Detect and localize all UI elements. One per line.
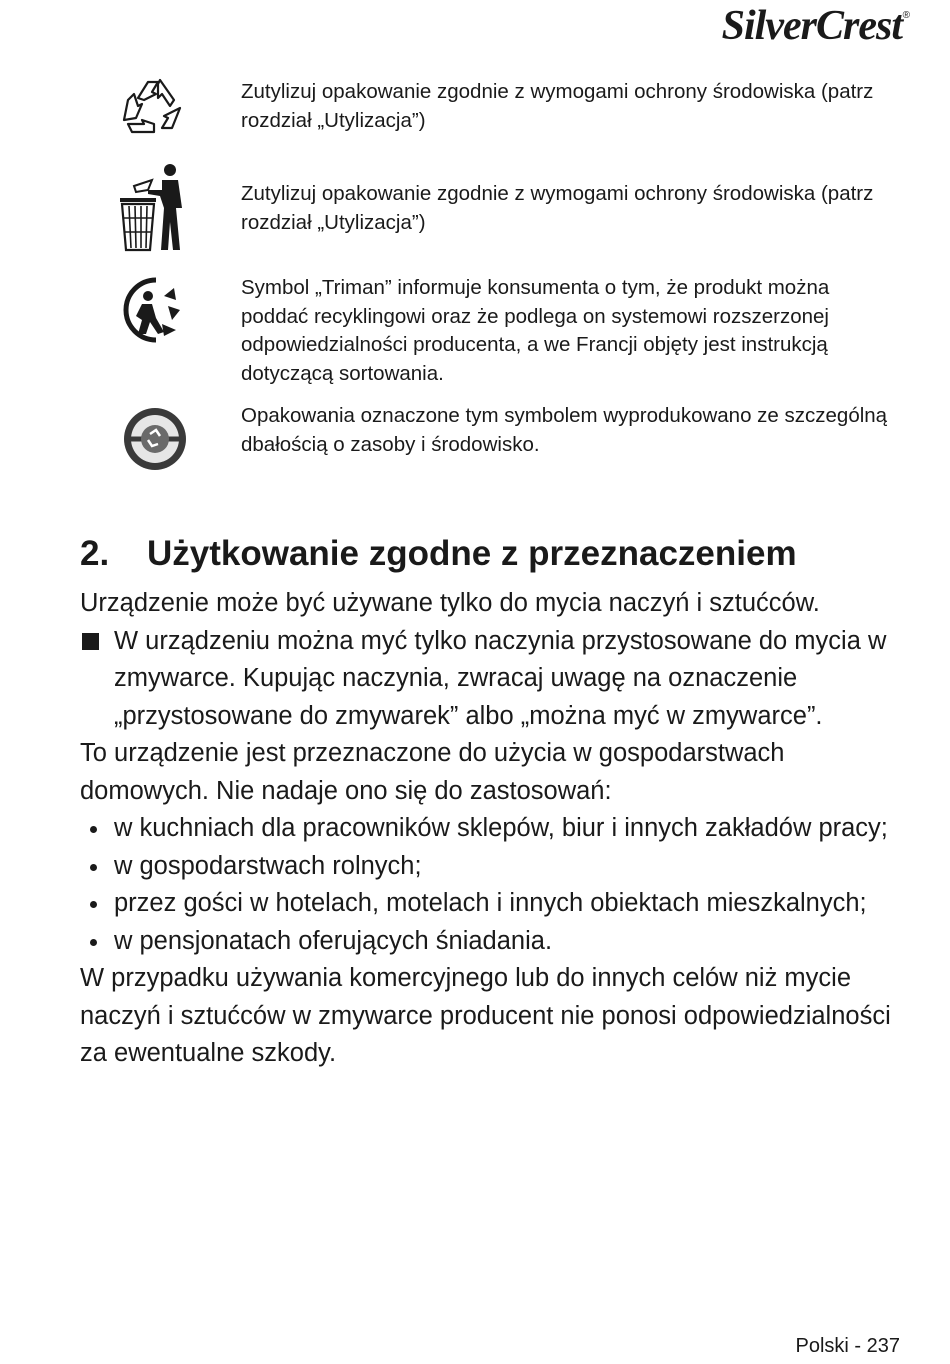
square-list-item (80, 623, 895, 736)
list-item (80, 810, 895, 848)
list-item-text: w pensjonatach oferujących śniadania. (114, 926, 553, 955)
bullet-icon (90, 939, 97, 946)
section-body (80, 585, 895, 1073)
list-item (80, 885, 895, 923)
section-title: Użytkowanie zgodne z przeznaczeniem (147, 534, 797, 573)
symbol-text: Symbol „Triman” informuje konsumenta o tym, że produkt można poddać recyklingowi oraz że podlega on systemowi rozszerzonej odpowiedzialności producenta, a we Francji objęty jest instrukcją dotyczącą sortowania. (241, 276, 830, 385)
list-item-text: przez gości w hotelach, motelach i innych obiektach mieszkalnych; (114, 889, 867, 917)
symbol-text: Opakowania oznaczone tym symbolem wyprodukowano ze szczególną dbałością o zasoby i środowisko. (241, 404, 888, 456)
square-bullet-icon (82, 633, 99, 650)
intro-paragraph: Urządzenie może być używane tylko do mycia naczyń i sztućców. (80, 589, 820, 617)
bullet-icon (90, 826, 97, 833)
list-item (80, 848, 895, 886)
bullet-icon (90, 864, 97, 871)
section-heading (80, 532, 900, 576)
square-item-text: W urządzeniu można myć tylko naczynia przystosowane do mycia w zmywarce. Kupując naczynia, zwracaj uwagę na oznaczenie „przystosowane do zmywarek” albo „można myć w zmywarce”. (114, 626, 887, 730)
bullet-icon (90, 901, 97, 908)
list-item-text: w kuchniach dla pracowników sklepów, biur i innych zakładów pracy; (114, 814, 888, 842)
tidyman-bin-icon (118, 160, 190, 240)
list-item-text: w gospodarstwach rolnych; (114, 851, 422, 880)
list-item (80, 923, 895, 961)
eco-packaging-icon (122, 406, 194, 486)
page-number: Polski - 237 (795, 1335, 900, 1357)
symbol-text: Zutylizuj opakowanie zgodnie z wymogami ochrony środowiska (patrz rozdział „Utylizacja”) (241, 182, 874, 234)
section-number: 2. (80, 534, 110, 573)
recycle-icon (118, 72, 190, 152)
symbol-text: Zutylizuj opakowanie zgodnie z wymogami ochrony środowiska (patrz rozdział „Utylizacja”) (241, 80, 874, 132)
usage-paragraph: To urządzenie jest przeznaczone do użycia w gospodarstwach domowych. Nie nadaje ono się do zastosowań: (80, 739, 785, 805)
triman-icon (118, 276, 190, 356)
registered-mark: ® (902, 10, 910, 21)
brand-logo: SilverCrest (721, 3, 902, 49)
closing-paragraph: W przypadku używania komercyjnego lub do innych celów niż mycie naczyń i sztućców w zmywarce producent nie ponosi odpowiedzialności za ewentualne szkody. (80, 964, 891, 1067)
